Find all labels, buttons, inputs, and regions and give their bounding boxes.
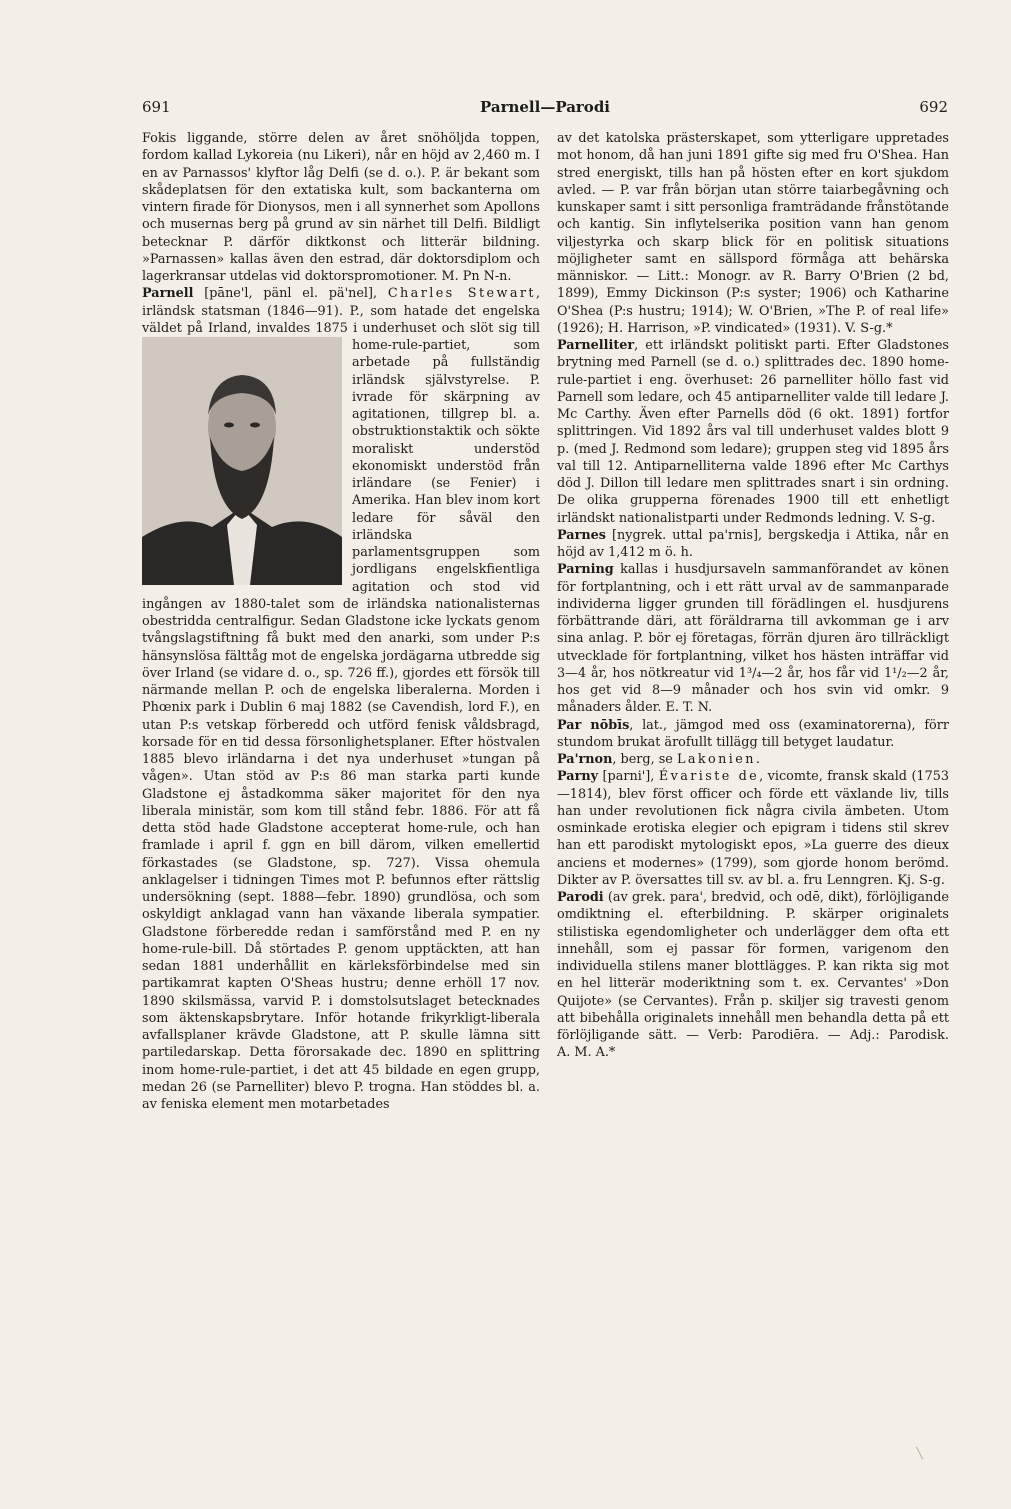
pronunciation: [parni'],: [598, 769, 659, 785]
parnobis-entry: [557, 717, 949, 752]
parnon-entry: Pa'rnon, berg, se Lakonien.: [557, 752, 760, 767]
cross-reference: Lakonien: [676, 752, 756, 767]
entry-text: av det katolska prästerskapet, som ytterligare uppretades mot honom, då han juni 1891 gifte sig med fru O'Shea. Han stred energiskt, tills han på hösten efter en kort sjukdom avled. — P. var från början utan större taiarbegåvning och kunskaper samt i sitt personliga framträdande frånstötande och kantig. Sin inflytelserika position vann han genom viljestyrka och skarp blick för en politisk situations möjligheter samt en sällspord förmåga att behärska människor. — Litt.: Monogr. av R. Barry O'Brien (2 bd, 1899), Emmy Dickinson (P:s syster; 1906) och Katharine O'Shea (P:s hustru; 1914); W. O'Brien, »The P. of real life» (1926); H. Harrison, »P. vindicated» (1931).: [557, 131, 949, 336]
person-name: Évariste de: [658, 769, 760, 785]
parny-entry: [557, 768, 949, 889]
entry-text: , berg, se: [612, 752, 677, 767]
headword: Parnelliter: [557, 338, 635, 353]
headword: Par nōbīs: [557, 717, 630, 733]
entry-text: kallas i husdjursaveln sammanförandet av könen för fortplantning, och i ett rätt urval av de sammanparade individerna ligger grunden till förädlingen el. husdjurens förbättrande däri, att föräldrarna till avkomman ge i arv sina anlag. P. bör ej företagas, förrän djuren äro tillräckligt utvecklade för fortplantning, vilket hos hästen inträffar vid 3—4 år, hos nötkreatur vid 1³/₄—2 år, hos får vid 1¹/₂—2 år, hos get vid 8—9 månader och hos svin vid omkr. 9 månaders ålder.: [557, 562, 949, 716]
running-title: Parnell—Parodi: [479, 98, 611, 116]
headword: Parning: [557, 562, 614, 578]
signature: V. S-g.*: [845, 320, 893, 336]
page-number-left: 691: [142, 98, 171, 116]
parning-entry: [557, 561, 949, 716]
headword: Parny: [557, 769, 599, 785]
parnell-entry: [142, 285, 540, 1113]
signature: E. T. N.: [665, 700, 713, 716]
headword: Parnell: [142, 286, 194, 302]
signature: Kj. S-g.: [897, 872, 945, 888]
parnes-entry: [557, 527, 949, 562]
entry-text: Fokis liggande, större delen av året snöhöljda toppen, fordom kallad Lykoreia (nu Likeri), når en höjd av 2,460 m. I en av Parnassos' klyftor låg Delfi (se d. o.). P. är bekant som skådeplatsen för den extatiska kult, som backanterna om vintern firade för Dionysos, men i all synnerhet som Apollons och musernas berg på grund av sin närhet till Delfi. Bildligt betecknar P. därför diktkonst och litterär bildning. »Parnassen» kallas även den estrad, där doktorsdiplom och lagerkransar utdelas vid doktorspromotioner.: [142, 131, 540, 284]
entry-text: home-rule-partiet, som arbetade på fullständig irländsk självstyrelse. P. ivrade för skärpning av agitationen, tillgrep bl. a. obstruktionstaktik och sökte moraliskt understöd ekonomiskt understöd från irländare (se Fenier) i Amerika. Han blev inom kort ledare för såväl den irländska parlamentsgruppen som jordligans engelskfientliga agitation och stod vid ingången av 1880-talet som de irländska nationalisternas obestridda centralfigur. Sedan Gladstone icke lyckats genom tvångslagstiftning få bukt med den anarki, som under P:s hänsynslösa fälttåg mot de engelska jordägarna utbredde sig över Irland (se vidare d. o., sp. 726 ff.), gjordes ett försök till närmande mellan P. och de engelska liberalerna. Morden i Phœnix park i Dublin 6 maj 1882 (se Cavendish, lord F.), en utan P:s vetskap förberedd och utförd fenisk våldsbragd, korsade för en tid dessa försonlighetsplaner. Efter höstvalen 1885 blevo irländarna i det nya underhuset »tungan på vågen». Utan stöd av P:s 86 man starka parti kunde Gladstone ej åstadkomma säker majoritet för den nya liberala ministär, som kom till stånd febr. 1886. För att få detta stöd hade Gladstone accepterat home-rule, och han framlade i april f. ggn en bill därom, vilken emellertid förkastades (se Gladstone, sp. 727). Vissa ohemula anklagelser i tidningen Times mot P. befunnos efter rättslig undersökning (sept. 1888—febr. 1890) grundlösa, och som oskyldigt anklagad vann han växande liberala sympatier. Gladstone förberedde redan i samförstånd med P. en ny home-rule-bill. Då störtades P. genom upptäckten, att han sedan 1881 underhållit en kärleksförbindelse med sin partikamrat kapten O'Sheas hustru; denne erhöll 17 nov. 1890 skilsmässa, varvid P. i domstolsutslaget betecknades som äktenskapsbrytare. Inför hotande frikyrkligt-liberala avfallsplaner krävde Gladstone, att P. skulle lämna sitt partiledarskap. Detta förorsakade dec. 1890 en splittring inom home-rule-partiet, i det att 45 bildade en egen grupp, medan 26 (se Parnelliter) blevo P. trogna. Han stöddes bl. a. av feniska element men motarbetades: [142, 338, 540, 1112]
entry-text: , vicomte, fransk skald (1753—1814), blev först officer och förde ett växlande liv, tills han under revolutionen fick några civila ämbeten. Utom osminkade erotiska elegier och epigram i tidens stil skrev han ett parodiskt mytologiskt epos, »La guerre des dieux anciens et modernes» (1799), som gjorde honom berömd. Dikter av P. översattes till sv. av bl. a. fru Lenngren.: [557, 769, 950, 888]
entry-text: , ett irländskt politiskt parti. Efter Gladstones brytning med Parnell (se d. o.) splittrades dec. 1890 home-rule-partiet i eng. överhuset: 26 parnelliter höllo fast vid Parnell som ledare, och 45 antiparnelliter valde till ledare J. Mc Carthy. Även efter Parnells död (6 okt. 1891) fortfor splittringen. Vid 1892 års val till underhuset valdes blott 9 p. (med J. Redmond som ledare); gruppen steg vid 1895 års val till 12. Antiparnelliterna valde 1896 efter Mc Carthys död J. Dillon till ledare men splittrades snart i sin ordning. De olika grupperna förenades 1900 till ett enhetligt irländskt nationalistparti under Redmonds ledning.: [557, 338, 949, 526]
signature: A. M. A.*: [557, 1045, 616, 1061]
signature: V. S-g.: [894, 510, 936, 526]
right-column: [557, 130, 949, 1062]
parnell-entry-cont: [557, 130, 949, 337]
left-column: [142, 130, 540, 1113]
person-name: Charles Stewart: [387, 286, 536, 302]
paper-mark: [916, 1447, 923, 1460]
headword: Pa'rnon: [557, 752, 613, 767]
entry-text: , lat., jämgod med oss (examinatorerna), förr stundom brukat ärofullt tillägg till betyget laudatur.: [557, 717, 949, 750]
parnassos-entry-end: [142, 130, 540, 285]
portrait-image: [142, 337, 342, 585]
page-number-right: 692: [919, 98, 948, 116]
page-header: [142, 98, 948, 122]
entry-text: , irländsk statsman (1846—91). P., som hatade det engelska väldet på Irland, invaldes 1875 i underhuset och slöt sig till: [142, 286, 541, 336]
entry-text: (av grek. para', bredvid, och odē, dikt), förlöjligande omdiktning el. efterbildning. P. skärper originalets stilistiska egendomligheter och underlägger dem ofta ett innehåll, som ej passar för formen, varigenom den individuella stilens maner blottlägges. P. kan rikta sig mot en hel litterär moderiktning som t. ex. Cervantes' »Don Quijote» (se Cervantes). Från p. skiljer sig travesti genom att bibehålla originalets innehåll men behandla detta på ett förlöjligande sätt. — Verb: Parodiēra. — Adj.: Parodisk.: [557, 890, 949, 1043]
parodi-entry: [557, 889, 949, 1062]
pronunciation: [pāne'l, pänl el. pä'nel],: [193, 286, 388, 302]
headword: Parodi: [557, 890, 604, 905]
entry-text: [nygrek. uttal pa'rnis], bergskedja i Attika, når en höjd av 1,412 m ö. h.: [557, 527, 949, 560]
signature: M. Pn N-n.: [441, 269, 512, 284]
parnelliter-entry: [557, 337, 949, 527]
headword: Parnes: [557, 527, 606, 543]
